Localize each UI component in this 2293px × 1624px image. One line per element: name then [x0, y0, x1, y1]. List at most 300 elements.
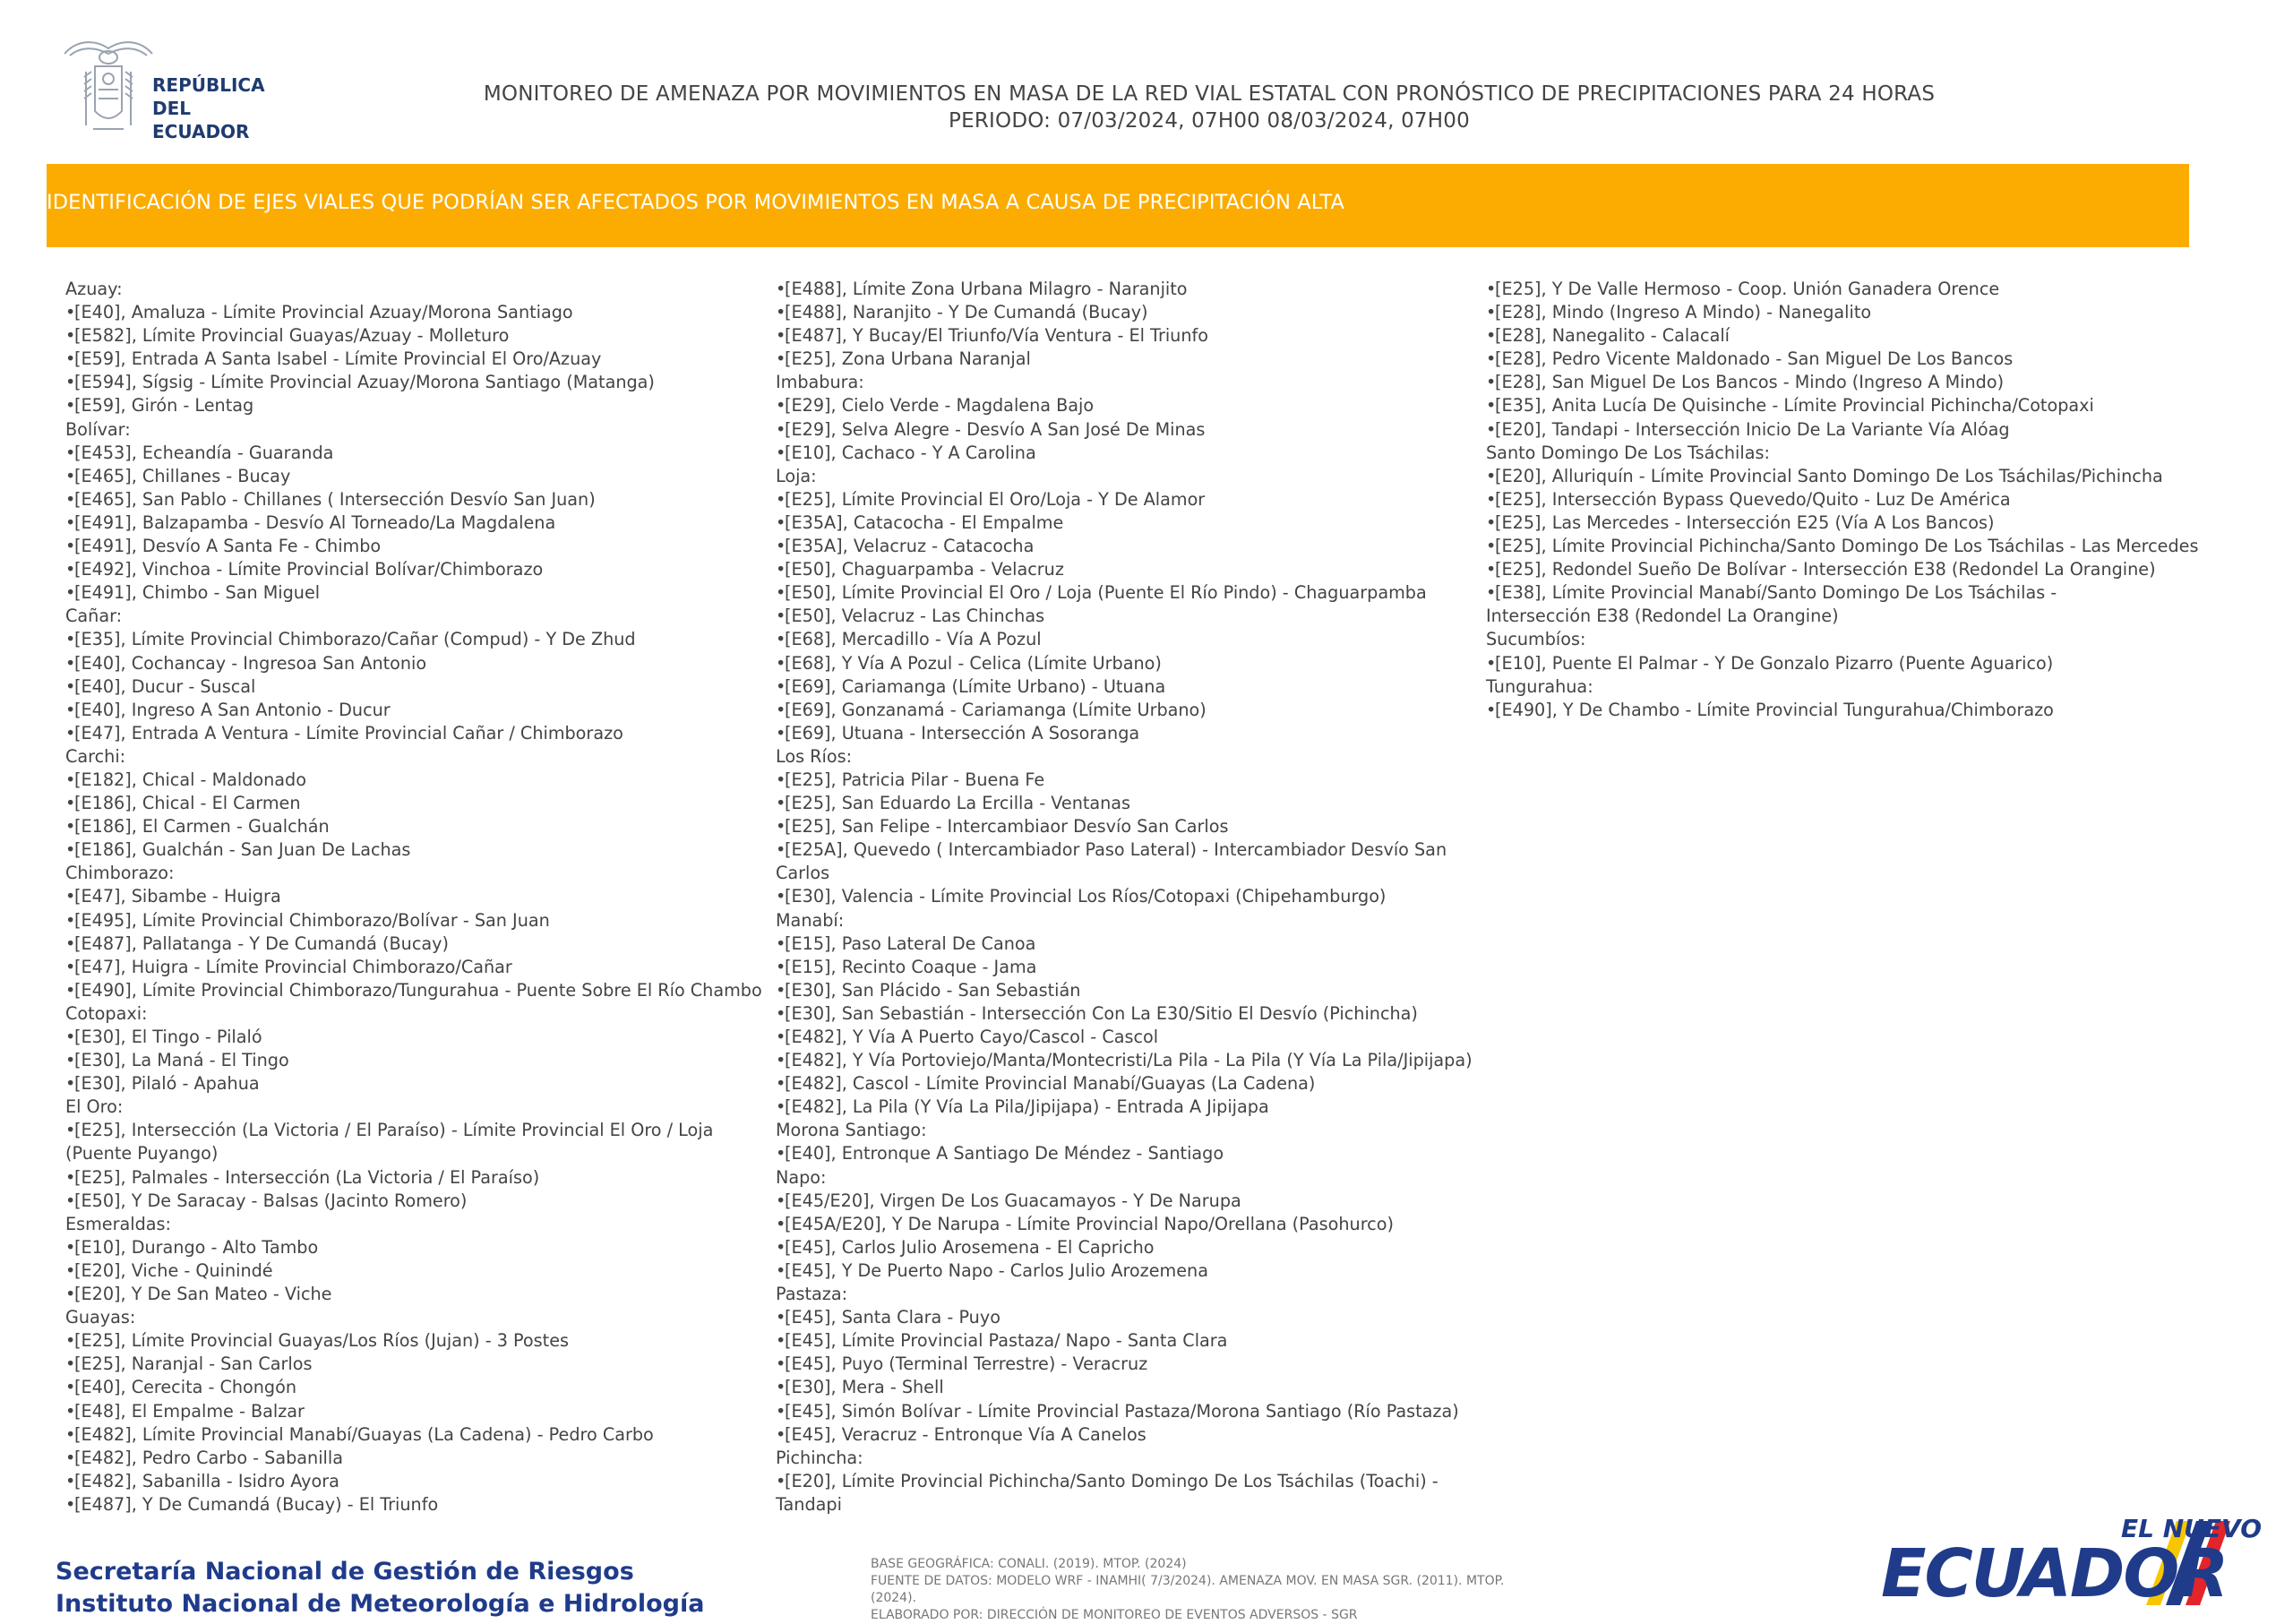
road-item-text: [E30], Valencia - Límite Provincial Los Ríos/Cotopaxi (Chipehamburgo)	[785, 886, 1387, 907]
bullet-icon: •	[65, 629, 76, 650]
road-item-text: [E50], Chaguarpamba - Velacruz	[785, 559, 1064, 580]
bullet-icon: •	[65, 1400, 76, 1422]
bullet-icon: •	[65, 1470, 76, 1491]
province-heading-text: Pichincha:	[776, 1447, 863, 1468]
bullet-icon: •	[65, 675, 76, 697]
road-item-text: [E28], San Miguel De Los Bancos - Mindo (Ingreso A Mindo)	[1495, 372, 2005, 393]
road-item-text: [E25], Patricia Pilar - Buena Fe	[785, 769, 1045, 790]
road-item-text: [E453], Echeandía - Guaranda	[74, 442, 334, 463]
road-item-text: [E182], Chical - Maldonado	[74, 769, 306, 790]
road-item-text: [E488], Límite Zona Urbana Milagro - Naranjito	[785, 279, 1188, 299]
bullet-icon: •	[65, 442, 76, 463]
road-item-text: [E465], Chillanes - Bucay	[74, 465, 291, 486]
road-item-text: [E482], La Pila (Y Vía La Pila/Jipijapa) - Entrada A Jipijapa	[785, 1096, 1269, 1118]
road-item	[776, 1259, 1492, 1283]
road-item-text: [E50], Velacruz - Las Chinchas	[785, 606, 1045, 627]
source-line: FUENTE DE DATOS: MODELO WRF - INAMHI( 7/3/2024). AMENAZA MOV. EN MASA SGR. (2011). MTOP. (2024).	[871, 1574, 1505, 1605]
bullet-icon: •	[776, 793, 786, 814]
brand-small-text: EL NUEVO	[2121, 1514, 2262, 1543]
province-heading-text: Los Ríos:	[776, 745, 853, 767]
road-item-text: [E35A], Catacocha - El Empalme	[785, 511, 1064, 533]
road-item	[776, 511, 1492, 535]
section-banner	[47, 164, 2189, 247]
road-item-text: [E20], Viche - Quinindé	[74, 1259, 273, 1281]
bullet-icon: •	[1486, 582, 1497, 604]
road-item-text: [E29], Cielo Verde - Magdalena Bajo	[785, 395, 1095, 417]
road-item-text: [E69], Utuana - Intersección A Sosoranga	[785, 722, 1140, 743]
road-item-text: [E20], Tandapi - Intersección Inicio De La Variante Vía Alóag	[1495, 418, 2010, 440]
bullet-icon: •	[1486, 279, 1497, 299]
road-item-text: [E25], Las Mercedes - Intersección E25 (Vía A Los Bancos)	[1495, 511, 1995, 533]
bullet-icon: •	[65, 1050, 76, 1071]
period-subtitle: PERIODO: 07/03/2024, 07H00 08/03/2024, 07H00	[949, 109, 1470, 133]
bullet-icon: •	[776, 1377, 786, 1398]
road-item	[776, 1329, 1492, 1353]
road-item	[65, 1470, 773, 1493]
road-item	[776, 605, 1492, 628]
road-item	[776, 301, 1492, 324]
road-item-text: [E28], Pedro Vicente Maldonado - San Miguel De Los Bancos	[1495, 348, 2014, 370]
road-item	[65, 324, 773, 348]
road-item	[1486, 371, 2167, 394]
road-item	[776, 675, 1492, 699]
province-heading-text: Cañar:	[65, 606, 123, 627]
province-heading	[1486, 628, 2167, 651]
road-item-text: [E25], Límite Provincial Guayas/Los Ríos (Jujan) - 3 Postes	[74, 1330, 569, 1352]
bullet-icon: •	[776, 325, 786, 347]
province-heading	[776, 1119, 1492, 1142]
bullet-icon: •	[65, 979, 76, 1001]
road-item	[65, 1166, 773, 1190]
province-heading-text: Cotopaxi:	[65, 1002, 148, 1024]
road-item	[776, 699, 1492, 722]
road-item	[65, 371, 773, 394]
bullet-icon: •	[776, 559, 786, 580]
road-item-text: [E69], Gonzanamá - Cariamanga (Límite Urbano)	[785, 699, 1207, 720]
bullet-icon: •	[776, 279, 786, 299]
bullet-icon: •	[776, 816, 786, 838]
road-item	[65, 1026, 773, 1049]
province-heading	[65, 1002, 773, 1026]
road-item-text: [E25], Palmales - Intersección (La Victoria / El Paraíso)	[74, 1166, 540, 1188]
road-item	[776, 348, 1492, 371]
road-item-text: [E47], Entrada A Ventura - Límite Provincial Cañar / Chimborazo	[74, 722, 623, 743]
road-item	[65, 1119, 773, 1165]
road-item	[65, 465, 773, 488]
bullet-icon: •	[65, 1166, 76, 1188]
road-item-text: [E45], Y De Puerto Napo - Carlos Julio Arozemena	[785, 1259, 1208, 1281]
province-heading	[65, 1096, 773, 1119]
bullet-icon: •	[65, 302, 76, 323]
road-item-text: [E490], Y De Chambo - Límite Provincial Tungurahua/Chimborazo	[1495, 699, 2054, 720]
bullet-icon: •	[1486, 418, 1497, 440]
road-item	[65, 442, 773, 465]
footer-org-inamhi: Instituto Nacional de Meteorología e Hidrología	[56, 1590, 705, 1618]
road-item	[1486, 301, 2167, 324]
road-item-text: [E35A], Velacruz - Catacocha	[785, 536, 1035, 557]
road-item-text: [E30], Mera - Shell	[785, 1377, 944, 1398]
bullet-icon: •	[776, 956, 786, 977]
bullet-icon: •	[776, 1050, 786, 1071]
bullet-icon: •	[65, 699, 76, 720]
road-item-text: [E15], Paso Lateral De Canoa	[785, 932, 1036, 954]
road-item-text: [E40], Ducur - Suscal	[74, 675, 256, 697]
bullet-icon: •	[65, 816, 76, 838]
road-item-text: [E186], Chical - El Carmen	[74, 793, 301, 814]
road-item	[65, 511, 773, 535]
road-item-text: [E490], Límite Provincial Chimborazo/Tungurahua - Puente Sobre El Río Chambo	[74, 979, 762, 1001]
road-item	[1486, 394, 2167, 417]
road-item	[65, 956, 773, 979]
bullet-icon: •	[65, 1493, 76, 1515]
road-item-text: [E35], Anita Lucía De Quisinche - Límite Provincial Pichincha/Cotopaxi	[1495, 395, 2094, 417]
road-item	[776, 838, 1492, 885]
province-heading	[776, 909, 1492, 932]
bullet-icon: •	[65, 722, 76, 743]
bullet-icon: •	[776, 395, 786, 417]
province-heading	[65, 745, 773, 769]
bullet-icon: •	[65, 582, 76, 604]
bullet-icon: •	[65, 325, 76, 347]
road-item-text: [E45/E20], Virgen De Los Guacamayos - Y De Narupa	[785, 1190, 1241, 1211]
bullet-icon: •	[65, 1353, 76, 1375]
bullet-icon: •	[65, 932, 76, 954]
road-item-text: [E491], Chimbo - San Miguel	[74, 582, 321, 604]
road-item	[776, 628, 1492, 651]
bullet-icon: •	[65, 1073, 76, 1095]
road-item	[65, 1236, 773, 1259]
province-heading	[65, 278, 773, 301]
bullet-icon: •	[65, 465, 76, 486]
road-list-column-3	[1486, 278, 2199, 722]
bullet-icon: •	[776, 1213, 786, 1234]
road-item	[65, 769, 773, 792]
road-item	[1486, 511, 2167, 535]
road-item	[1486, 558, 2167, 581]
road-item	[776, 1213, 1492, 1236]
bullet-icon: •	[65, 1027, 76, 1047]
road-item-text: [E594], Sígsig - Límite Provincial Azuay/Morona Santiago (Matanga)	[74, 372, 655, 393]
bullet-icon: •	[1486, 395, 1497, 417]
road-item-text: [E487], Y Bucay/El Triunfo/Vía Ventura - El Triunfo	[785, 325, 1208, 347]
road-item	[1486, 581, 2167, 628]
province-heading-text: Azuay:	[65, 279, 123, 299]
bullet-icon: •	[776, 1143, 786, 1164]
road-item	[776, 815, 1492, 838]
road-item	[1486, 535, 2199, 558]
road-item-text: [E482], Y Vía A Puerto Cayo/Cascol - Cascol	[785, 1027, 1159, 1047]
road-item-text: [E25], San Eduardo La Ercilla - Ventanas	[785, 793, 1131, 814]
bullet-icon: •	[776, 932, 786, 954]
road-item	[776, 278, 1492, 301]
road-item	[65, 652, 773, 675]
road-item	[65, 909, 773, 932]
bullet-icon: •	[776, 1236, 786, 1258]
bullet-icon: •	[65, 536, 76, 557]
road-item-text: [E492], Vinchoa - Límite Provincial Bolívar/Chimborazo	[74, 559, 544, 580]
road-item-text: [E488], Naranjito - Y De Cumandá (Bucay)	[785, 302, 1148, 323]
road-item	[776, 581, 1492, 605]
bullet-icon: •	[65, 1330, 76, 1352]
road-item-text: [E59], Entrada A Santa Isabel - Límite Provincial El Oro/Azuay	[74, 348, 602, 370]
road-item	[776, 1190, 1492, 1213]
bullet-icon: •	[776, 1423, 786, 1445]
road-item-text: [E25], Y De Valle Hermoso - Coop. Unión Ganadera Orence	[1495, 279, 2000, 299]
road-item	[65, 838, 773, 862]
province-heading	[65, 1306, 773, 1329]
road-item-text: [E25], Zona Urbana Naranjal	[785, 348, 1031, 370]
road-item-text: [E495], Límite Provincial Chimborazo/Bolívar - San Juan	[74, 909, 550, 931]
bullet-icon: •	[1486, 348, 1497, 370]
bullet-icon: •	[1486, 488, 1497, 510]
road-item	[65, 1376, 773, 1399]
bullet-icon: •	[65, 1423, 76, 1445]
road-item-text: [E29], Selva Alegre - Desvío A San José De Minas	[785, 418, 1206, 440]
bullet-icon: •	[65, 886, 76, 907]
bullet-icon: •	[776, 839, 786, 861]
road-item	[1486, 652, 2167, 675]
bullet-icon: •	[776, 1353, 786, 1375]
road-item	[776, 932, 1492, 956]
road-item	[65, 394, 773, 417]
bullet-icon: •	[65, 1284, 76, 1305]
road-item	[776, 769, 1492, 792]
road-item	[776, 1072, 1492, 1096]
bullet-icon: •	[776, 1307, 786, 1328]
bullet-icon: •	[776, 348, 786, 370]
province-heading-text: Bolívar:	[65, 418, 131, 440]
road-item-text: [E25], Límite Provincial El Oro/Loja - Y De Alamor	[785, 488, 1206, 510]
bullet-icon: •	[65, 839, 76, 861]
road-item-text: [E68], Y Vía A Pozul - Celica (Límite Urbano)	[785, 652, 1162, 674]
road-item	[776, 979, 1492, 1002]
road-item-text: [E69], Cariamanga (Límite Urbano) - Utuana	[785, 675, 1166, 697]
bullet-icon: •	[65, 1190, 76, 1211]
province-heading-text: Imbabura:	[776, 372, 864, 393]
republica-logo	[59, 36, 292, 143]
road-item-text: [E68], Mercadillo - Vía A Pozul	[785, 629, 1042, 650]
brand-big-text: ECUADOR	[1881, 1535, 2228, 1612]
road-item-text: [E30], La Maná - El Tingo	[74, 1050, 289, 1071]
road-item	[65, 1283, 773, 1306]
bullet-icon: •	[776, 1400, 786, 1422]
road-item-text: [E40], Entronque A Santiago De Méndez - Santiago	[785, 1143, 1224, 1164]
road-item	[65, 1423, 773, 1447]
road-item	[65, 581, 773, 605]
bullet-icon: •	[1486, 372, 1497, 393]
road-item-text: [E45], Santa Clara - Puyo	[785, 1307, 1001, 1328]
bullet-icon: •	[1486, 559, 1497, 580]
road-item-text: [E25], Intersección (La Victoria / El Paraíso) - Límite Provincial El Oro / Loja (Puente Puyango)	[65, 1120, 714, 1164]
road-item-text: [E491], Desvío A Santa Fe - Chimbo	[74, 536, 382, 557]
road-item	[776, 1142, 1492, 1165]
road-item-text: [E45A/E20], Y De Narupa - Límite Provincial Napo/Orellana (Pasohurco)	[785, 1213, 1394, 1234]
logo-line-2: DEL ECUADOR	[152, 98, 250, 142]
road-item	[1486, 488, 2167, 511]
footer-org-sngr: Secretaría Nacional de Gestión de Riesgos	[56, 1558, 634, 1585]
bullet-icon: •	[776, 722, 786, 743]
bullet-icon: •	[776, 418, 786, 440]
road-list-column-2	[776, 278, 1492, 1517]
road-item-text: [E25], San Felipe - Intercambiaor Desvío San Carlos	[785, 816, 1229, 838]
road-item	[776, 418, 1492, 442]
road-item	[776, 956, 1492, 979]
road-item-text: [E40], Amaluza - Límite Provincial Azuay/Morona Santiago	[74, 302, 573, 323]
road-item	[776, 1096, 1492, 1119]
road-item	[776, 885, 1492, 908]
bullet-icon: •	[1486, 536, 1497, 557]
road-item	[65, 1049, 773, 1072]
road-item	[776, 1470, 1492, 1517]
bullet-icon: •	[776, 1259, 786, 1281]
bullet-icon: •	[65, 488, 76, 510]
province-heading	[776, 1166, 1492, 1190]
bullet-icon: •	[776, 1073, 786, 1095]
logo-line-1: REPÚBLICA	[152, 74, 265, 96]
road-item-text: [E47], Huigra - Límite Provincial Chimborazo/Cañar	[74, 956, 512, 977]
bullet-icon: •	[776, 1096, 786, 1118]
bullet-icon: •	[65, 1236, 76, 1258]
road-item-text: [E20], Límite Provincial Pichincha/Santo Domingo De Los Tsáchilas (Toachi) - Tandapi	[776, 1470, 1438, 1515]
road-item-text: [E59], Girón - Lentag	[74, 395, 254, 417]
road-item-text: [E45], Puyo (Terminal Terrestre) - Veracruz	[785, 1353, 1148, 1375]
bullet-icon: •	[776, 488, 786, 510]
province-heading	[776, 1447, 1492, 1470]
road-item-text: [E186], Gualchán - San Juan De Lachas	[74, 839, 411, 861]
road-item-text: [E50], Y De Saracay - Balsas (Jacinto Romero)	[74, 1190, 468, 1211]
road-item-text: [E482], Y Vía Portoviejo/Manta/Montecristi/La Pila - La Pila (Y Vía La Pila/Jipijapa)	[785, 1050, 1473, 1071]
road-item-text: [E28], Nanegalito - Calacalí	[1495, 325, 1730, 347]
road-item	[65, 628, 773, 651]
road-item	[65, 815, 773, 838]
bullet-icon: •	[776, 582, 786, 604]
province-heading	[65, 862, 773, 885]
bullet-icon: •	[1486, 465, 1497, 486]
road-item	[1486, 348, 2167, 371]
road-item-text: [E15], Recinto Coaque - Jama	[785, 956, 1037, 977]
road-item-text: [E10], Puente El Palmar - Y De Gonzalo Pizarro (Puente Aguarico)	[1495, 652, 2054, 674]
province-heading	[776, 745, 1492, 769]
bullet-icon: •	[65, 559, 76, 580]
road-item-text: [E10], Cachaco - Y A Carolina	[785, 442, 1036, 463]
road-item	[776, 1236, 1492, 1259]
road-item	[776, 558, 1492, 581]
province-heading-text: El Oro:	[65, 1096, 124, 1118]
bullet-icon: •	[65, 1377, 76, 1398]
road-item	[776, 1306, 1492, 1329]
road-item-text: [E487], Pallatanga - Y De Cumandá (Bucay)	[74, 932, 449, 954]
province-heading-text: Santo Domingo De Los Tsáchilas:	[1486, 442, 1770, 463]
road-item	[65, 932, 773, 956]
road-item	[1486, 465, 2167, 488]
road-item-text: [E40], Ingreso A San Antonio - Ducur	[74, 699, 391, 720]
road-item-text: [E45], Veracruz - Entronque Vía A Canelos	[785, 1423, 1146, 1445]
road-item	[65, 885, 773, 908]
bullet-icon: •	[776, 511, 786, 533]
province-heading	[65, 1213, 773, 1236]
road-item	[65, 792, 773, 815]
province-heading	[65, 605, 773, 628]
road-item-text: [E465], San Pablo - Chillanes ( Intersección Desvío San Juan)	[74, 488, 596, 510]
road-item	[1486, 278, 2167, 301]
road-item-text: [E45], Carlos Julio Arosemena - El Capricho	[785, 1236, 1155, 1258]
bullet-icon: •	[65, 1120, 76, 1141]
bullet-icon: •	[1486, 699, 1497, 720]
road-item-text: [E25], Redondel Sueño De Bolívar - Intersección E38 (Redondel La Orangine)	[1495, 559, 2156, 580]
road-item-text: [E582], Límite Provincial Guayas/Azuay - Molleturo	[74, 325, 510, 347]
republica-logo-text	[152, 73, 292, 143]
bullet-icon: •	[776, 302, 786, 323]
road-item-text: [E25], Intersección Bypass Quevedo/Quito - Luz De América	[1495, 488, 2011, 510]
source-line: BASE GEOGRÁFICA: CONALI. (2019). MTOP. (2024)	[871, 1557, 1187, 1571]
province-heading-text: Sucumbíos:	[1486, 629, 1586, 650]
province-heading-text: Esmeraldas:	[65, 1213, 171, 1234]
road-item-text: [E491], Balzapamba - Desvío Al Torneado/La Magdalena	[74, 511, 556, 533]
province-heading	[1486, 442, 2167, 465]
bullet-icon: •	[65, 1259, 76, 1281]
road-item-text: [E30], Pilaló - Apahua	[74, 1073, 260, 1095]
road-item	[65, 979, 773, 1002]
bullet-icon: •	[776, 1470, 786, 1491]
province-heading	[776, 1283, 1492, 1306]
bullet-icon: •	[65, 956, 76, 977]
road-item-text: [E482], Sabanilla - Isidro Ayora	[74, 1470, 339, 1491]
road-list-column-1	[65, 278, 773, 1517]
road-item	[1486, 324, 2167, 348]
road-item-text: [E30], San Sebastián - Intersección Con La E30/Sitio El Desvío (Pichincha)	[785, 1002, 1418, 1024]
road-item-text: [E45], Simón Bolívar - Límite Provincial Pastaza/Morona Santiago (Río Pastaza)	[785, 1400, 1459, 1422]
page-title: MONITOREO DE AMENAZA POR MOVIMIENTOS EN MASA DE LA RED VIAL ESTATAL CON PRONÓSTICO DE PRECIPITACIONES PARA 24 HORAS	[483, 82, 1936, 106]
bullet-icon: •	[776, 1330, 786, 1352]
el-nuevo-ecuador-logo	[1872, 1512, 2262, 1612]
road-item	[65, 1447, 773, 1470]
banner-text: IDENTIFICACIÓN DE EJES VIALES QUE PODRÍAN SER AFECTADOS POR MOVIMIENTOS EN MASA A CAUSA DE PRECIPITACIÓN ALTA	[47, 191, 1344, 214]
bullet-icon: •	[1486, 652, 1497, 674]
road-item	[65, 1072, 773, 1096]
road-item	[776, 722, 1492, 745]
road-item-text: [E45], Límite Provincial Pastaza/ Napo - Santa Clara	[785, 1330, 1228, 1352]
source-line: ELABORADO POR: DIRECCIÓN DE MONITOREO DE EVENTOS ADVERSOS - SGR	[871, 1608, 1358, 1622]
bullet-icon: •	[776, 536, 786, 557]
road-item-text: [E40], Cerecita - Chongón	[74, 1377, 297, 1398]
road-item	[65, 675, 773, 699]
province-heading	[776, 465, 1492, 488]
sources-block	[871, 1556, 1516, 1624]
province-heading-text: Chimborazo:	[65, 863, 175, 884]
road-item-text: [E30], El Tingo - Pilaló	[74, 1027, 262, 1047]
province-heading-text: Morona Santiago:	[776, 1120, 927, 1141]
road-item	[776, 1002, 1492, 1026]
bullet-icon: •	[776, 1002, 786, 1024]
road-item	[776, 1049, 1492, 1072]
bullet-icon: •	[65, 348, 76, 370]
road-item-text: [E28], Mindo (Ingreso A Mindo) - Nanegalito	[1495, 302, 1872, 323]
road-item-text: [E40], Cochancay - Ingresoa San Antonio	[74, 652, 427, 674]
bullet-icon: •	[776, 629, 786, 650]
bullet-icon: •	[776, 699, 786, 720]
bullet-icon: •	[1486, 511, 1497, 533]
road-item	[776, 652, 1492, 675]
road-item-text: [E25A], Quevedo ( Intercambiador Paso Lateral) - Intercambiador Desvío San Carlos	[776, 839, 1447, 884]
road-item-text: [E50], Límite Provincial El Oro / Loja (Puente El Río Pindo) - Chaguarpamba	[785, 582, 1427, 604]
bullet-icon: •	[65, 769, 76, 790]
bullet-icon: •	[776, 675, 786, 697]
road-item	[65, 488, 773, 511]
province-heading	[65, 418, 773, 442]
road-item-text: [E186], El Carmen - Gualchán	[74, 816, 330, 838]
road-item-text: [E38], Límite Provincial Manabí/Santo Domingo De Los Tsáchilas - Intersección E38 (Redondel La Orangine)	[1486, 582, 2057, 627]
province-heading-text: Napo:	[776, 1166, 827, 1188]
